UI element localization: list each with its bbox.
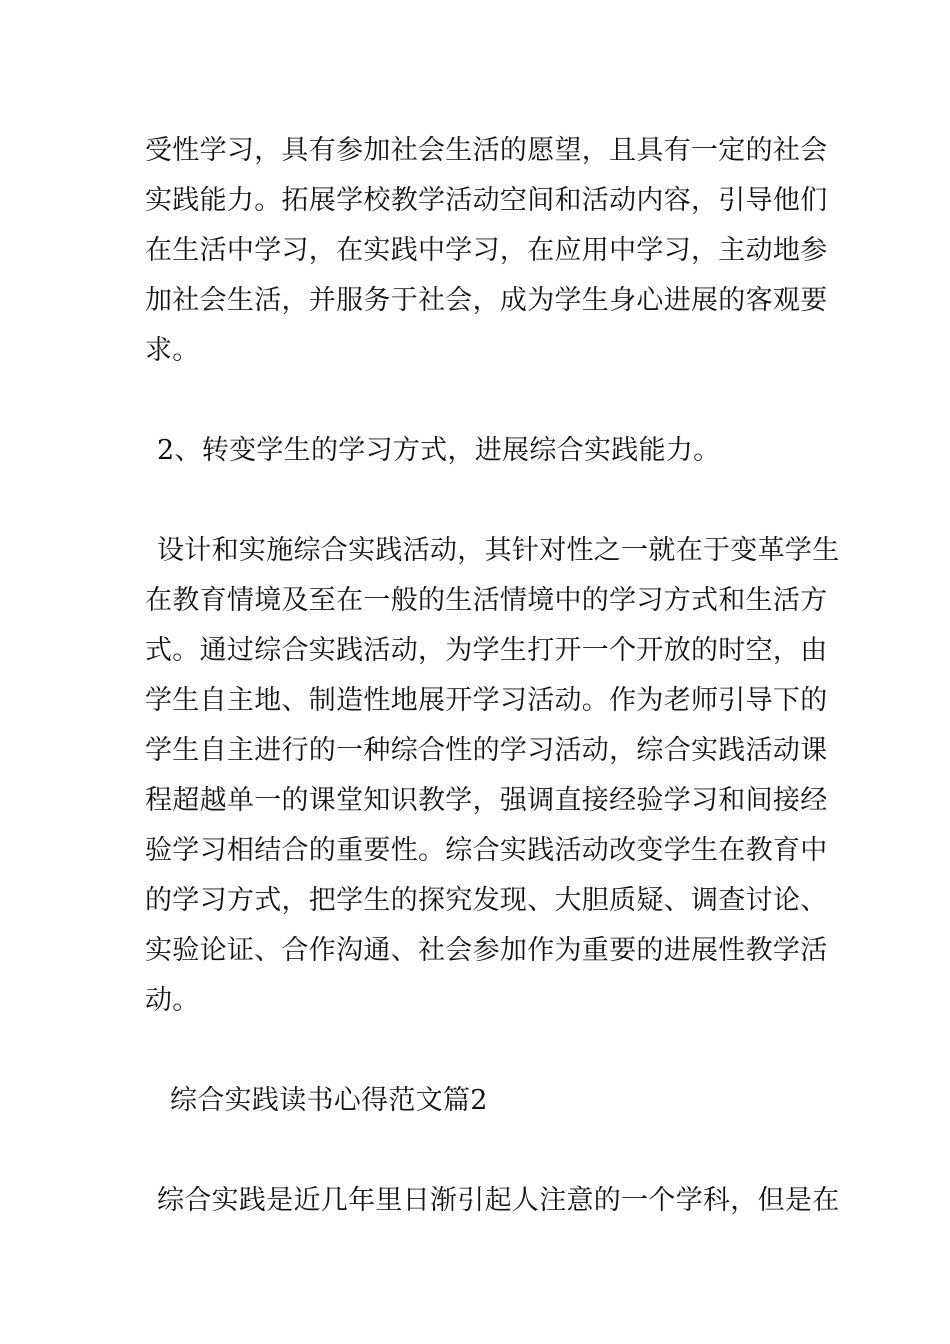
- section-heading: 2、转变学生的学习方式，进展综合实践能力。: [157, 435, 721, 466]
- paragraph-line: 实验论证、合作沟通、社会参加作为重要的进展性教学活: [145, 935, 828, 966]
- paragraph-line: 动。: [145, 985, 200, 1016]
- paragraph-line: 验学习相结合的重要性。综合实践活动改变学生在教育中: [145, 835, 828, 866]
- section-title: 综合实践读书心得范文篇2: [170, 1085, 488, 1116]
- paragraph-line: 加社会生活，并服务于社会，成为学生身心进展的客观要: [145, 285, 828, 316]
- paragraph-line: 的学习方式，把学生的探究发现、大胆质疑、调查讨论、: [145, 885, 828, 916]
- paragraph-line: 受性学习，具有参加社会生活的愿望，且具有一定的社会: [145, 135, 828, 166]
- paragraph-line: 在生活中学习，在实践中学习，在应用中学习，主动地参: [145, 235, 828, 266]
- paragraph-line: 式。通过综合实践活动，为学生打开一个开放的时空，由: [145, 635, 828, 666]
- paragraph-line: 学生自主地、制造性地展开学习活动。作为老师引导下的: [145, 685, 828, 716]
- paragraph-line: 在教育情境及至在一般的生活情境中的学习方式和生活方: [145, 585, 828, 616]
- paragraph-line: 综合实践是近几年里日渐引起人注意的一个学科，但是在: [157, 1185, 840, 1216]
- paragraph-line: 学生自主进行的一种综合性的学习活动，综合实践活动课: [145, 735, 828, 766]
- paragraph-line: 程超越单一的课堂知识教学，强调直接经验学习和间接经: [145, 785, 828, 816]
- paragraph-line: 实践能力。拓展学校教学活动空间和活动内容，引导他们: [145, 185, 828, 216]
- paragraph-line: 求。: [145, 335, 200, 366]
- paragraph-line: 设计和实施综合实践活动，其针对性之一就在于变革学生: [157, 535, 840, 566]
